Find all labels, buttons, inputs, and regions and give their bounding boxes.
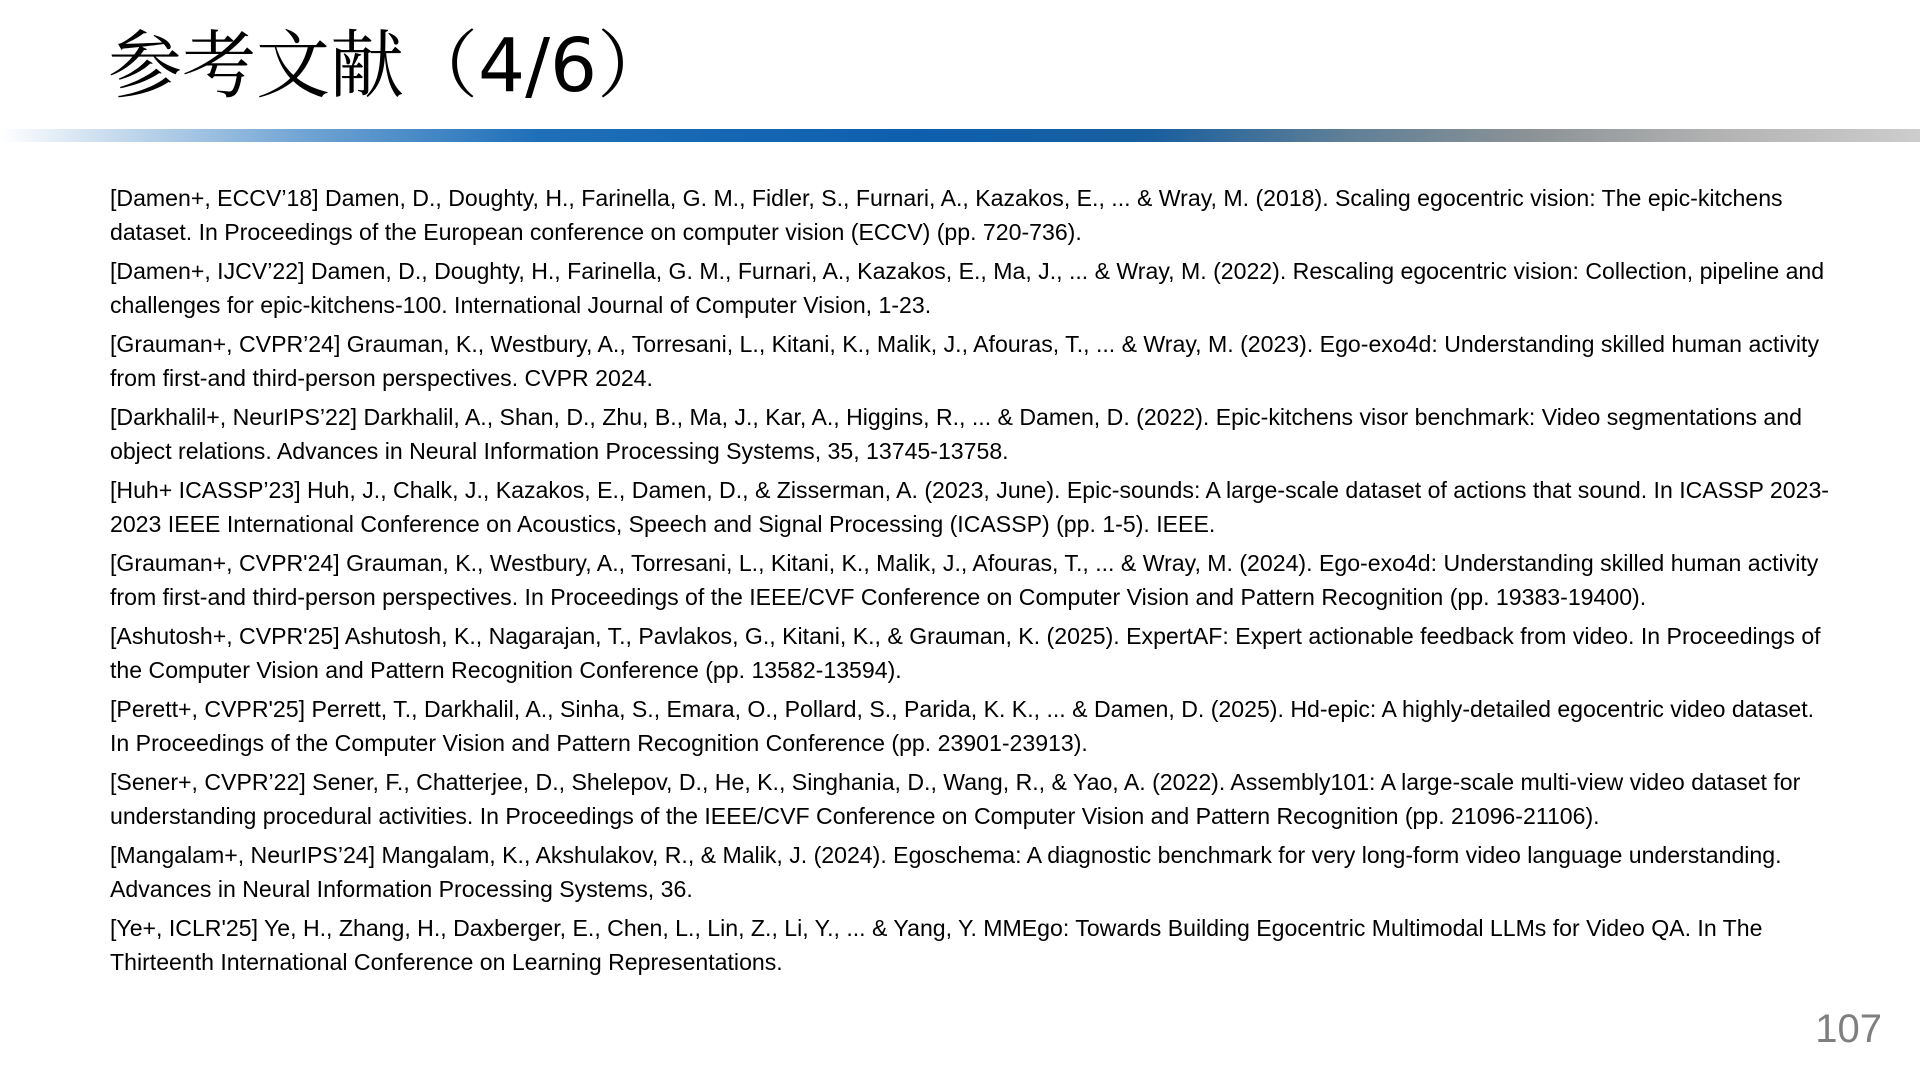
reference-item-damen-eccv18: [Damen+, ECCV’18] Damen, D., Doughty, H., Farinella, G. M., Fidler, S., Furnari, A., Kazakos, E., ... & Wray, M. (2018). Scaling egocentric vision: The epic-kitchens dataset. In Proceedings of the European conference on computer vision (ECCV) (pp. 720-736). [110,185,1783,245]
reference-item-ashutosh-cvpr25: [Ashutosh+, CVPR'25] Ashutosh, K., Nagarajan, T., Pavlakos, G., Kitani, K., & Grauman, K. (2025). ExpertAF: Expert actionable feedback from video. In Proceedings of the Computer Vision and Pattern Recognition Conference (pp. 13582-13594). [110,623,1821,683]
reference-item-perett-cvpr25: [Perett+, CVPR'25] Perrett, T., Darkhalil, A., Sinha, S., Emara, O., Pollard, S., Parida, K. K., ... & Damen, D. (2025). Hd-epic: A highly-detailed egocentric video dataset. In Proceedings of the Computer Vision and Pattern Recognition Conference (pp. 23901-23913). [110,696,1815,756]
title-divider [0,129,1920,142]
reference-item-huh-icassp23: [Huh+ ICASSP’23] Huh, J., Chalk, J., Kazakos, E., Damen, D., & Zisserman, A. (2023, June). Epic-sounds: A large-scale dataset of actions that sound. In ICASSP 2023-2023 IEEE International Conference on Acoustics, Speech and Signal Processing (ICASSP) (pp. 1-5). IEEE. [110,477,1829,537]
reference-item-darkhalil-neurips22: [Darkhalil+, NeurIPS’22] Darkhalil, A., Shan, D., Zhu, B., Ma, J., Kar, A., Higgins, R., ... & Damen, D. (2022). Epic-kitchens visor benchmark: Video segmentations and object relations. Advances in Neural Information Processing Systems, 35, 13745-13758. [110,404,1802,464]
reference-item-grauman-cvpr24-a: [Grauman+, CVPR’24] Grauman, K., Westbury, A., Torresani, L., Kitani, K., Malik, J., Afouras, T., ... & Wray, M. (2023). Ego-exo4d: Understanding skilled human activity from first-and third-person perspectives. CVPR 2024. [110,331,1820,391]
reference-list [110,181,1830,984]
reference-item-ye-iclr25: [Ye+, ICLR'25] Ye, H., Zhang, H., Daxberger, E., Chen, L., Lin, Z., Li, Y., ... & Yang, Y. MMEgo: Towards Building Egocentric Multimodal LLMs for Video QA. In The Thirteenth International Conference on Learning Representations. [110,915,1763,975]
reference-item-grauman-cvpr24-b: [Grauman+, CVPR'24] Grauman, K., Westbury, A., Torresani, L., Kitani, K., Malik, J., Afouras, T., ... & Wray, M. (2024). Ego-exo4d: Understanding skilled human activity from first-and third-person perspectives. In Proceedings of the IEEE/CVF Conference on Computer Vision and Pattern Recognition (pp. 19383-19400). [110,550,1819,610]
page-number: 107 [1815,1007,1882,1051]
reference-item-damen-ijcv22: [Damen+, IJCV’22] Damen, D., Doughty, H., Farinella, G. M., Furnari, A., Kazakos, E., Ma, J., ... & Wray, M. (2022). Rescaling egocentric vision: Collection, pipeline and challenges for epic-kitchens-100. International Journal of Computer Vision, 1-23. [110,258,1825,318]
reference-item-mangalam-neurips24: [Mangalam+, NeurIPS’24] Mangalam, K., Akshulakov, R., & Malik, J. (2024). Egoschema: A diagnostic benchmark for very long-form video language understanding. Advances in Neural Information Processing Systems, 36. [110,842,1782,902]
slide-title: 参考文献（4/6） [108,23,672,109]
reference-item-sener-cvpr22: [Sener+, CVPR’22] Sener, F., Chatterjee, D., Shelepov, D., He, K., Singhania, D., Wang, R., & Yao, A. (2022). Assembly101: A large-scale multi-view video dataset for understanding procedural activities. In Proceedings of the IEEE/CVF Conference on Computer Vision and Pattern Recognition (pp. 21096-21106). [110,769,1801,829]
